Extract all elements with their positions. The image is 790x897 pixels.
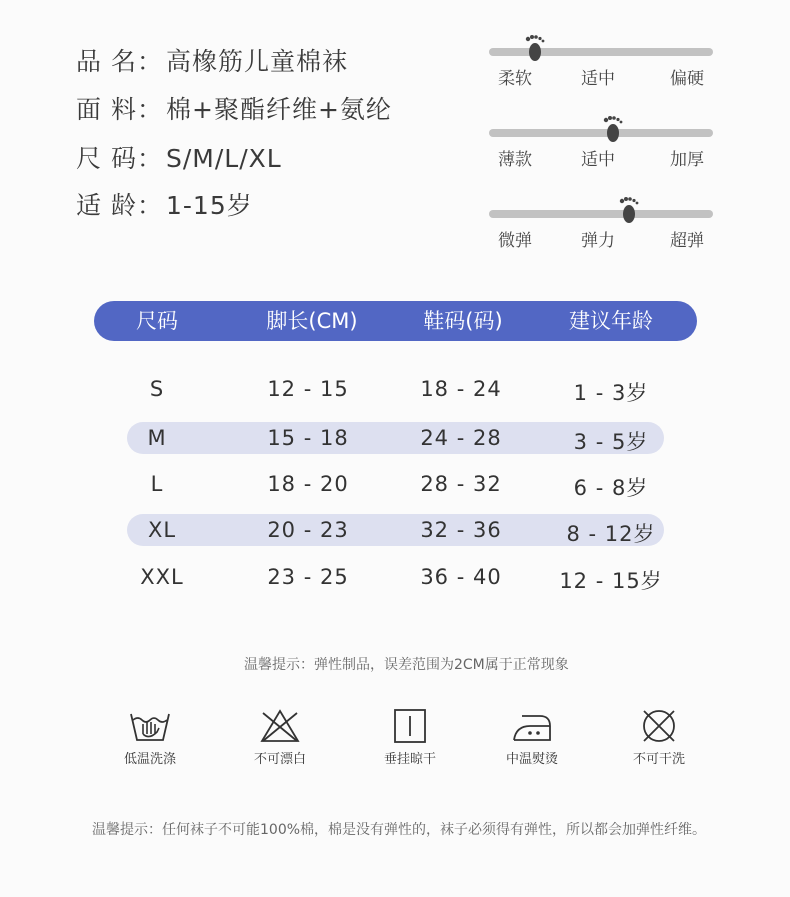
cell-size: XXL	[140, 565, 184, 589]
info-row-material	[76, 90, 392, 126]
hang-dry-icon	[388, 708, 432, 744]
medium-iron-icon	[510, 708, 554, 744]
no-bleach-icon	[258, 708, 302, 744]
slider-label-mid: 适中	[581, 69, 615, 89]
slider-label-left: 柔软	[498, 69, 532, 89]
cell-shoe-size: 36 - 40	[420, 565, 502, 589]
cell-age: 12 - 15岁	[559, 569, 663, 593]
care-label: 不可干洗	[632, 752, 685, 767]
care-item-no-bleach	[230, 708, 330, 767]
info-key: 适 龄：	[76, 191, 163, 220]
cell-foot-length: 12 - 15	[267, 377, 349, 401]
cell-foot-length: 15 - 18	[267, 426, 349, 450]
slider-label-right: 加厚	[670, 150, 704, 170]
cell-age: 6 - 8岁	[573, 476, 649, 500]
info-key: 尺 码：	[76, 144, 163, 173]
info-value: 高橡筋儿童棉袜	[166, 47, 349, 76]
cell-foot-length: 20 - 23	[267, 518, 349, 542]
care-item-hang-dry	[360, 708, 460, 767]
cell-size: M	[147, 426, 167, 450]
care-label: 不可漂白	[253, 752, 306, 767]
cell-size: XL	[147, 518, 177, 542]
foot-icon	[599, 115, 625, 143]
slider-label-right: 超弹	[670, 231, 704, 251]
care-label: 低温洗涤	[123, 752, 176, 767]
info-row-size	[76, 139, 282, 175]
low-temp-wash-icon	[128, 708, 172, 744]
care-label: 中温熨烫	[505, 752, 558, 767]
header-age: 建议年龄	[569, 309, 653, 333]
care-item-medium-iron	[482, 708, 582, 767]
cell-shoe-size: 24 - 28	[420, 426, 502, 450]
cell-age: 3 - 5岁	[573, 430, 649, 454]
slider-label-mid: 适中	[581, 150, 615, 170]
info-key: 品 名：	[76, 47, 163, 76]
cotton-elasticity-tip: 温馨提示：任何袜子不可能100%棉，棉是没有弹性的，袜子必须得有弹性，所以都会加弹性纤维。	[92, 822, 707, 838]
cell-age: 8 - 12岁	[566, 522, 656, 546]
header-size: 尺码	[136, 309, 178, 333]
cell-shoe-size: 32 - 36	[420, 518, 502, 542]
cell-shoe-size: 18 - 24	[420, 377, 502, 401]
elastic-tolerance-tip: 温馨提示：弹性制品，误差范围为2CM属于正常现象	[244, 657, 569, 673]
cell-foot-length: 18 - 20	[267, 472, 349, 496]
cell-size: S	[149, 377, 165, 401]
no-dry-clean-icon	[637, 708, 681, 744]
info-row-age	[76, 186, 253, 222]
slider-label-left: 微弹	[498, 231, 532, 251]
care-item-low-temp-wash	[100, 708, 200, 767]
info-value: S/M/L/XL	[166, 144, 282, 173]
header-foot-length: 脚长(CM)	[266, 309, 358, 333]
info-value: 棉+聚酯纤维+氨纶	[166, 95, 392, 124]
size-table-header	[94, 301, 697, 341]
care-label: 垂挂晾干	[383, 752, 436, 767]
info-value: 1-15岁	[166, 191, 253, 220]
slider-label-right: 偏硬	[670, 69, 704, 89]
cell-foot-length: 23 - 25	[267, 565, 349, 589]
slider-label-left: 薄款	[498, 150, 532, 170]
header-shoe-size: 鞋码(码)	[423, 309, 503, 333]
info-row-name	[76, 42, 348, 78]
slider-track	[489, 210, 713, 218]
cell-size: L	[150, 472, 164, 496]
care-item-no-dry-clean	[609, 708, 709, 767]
cell-shoe-size: 28 - 32	[420, 472, 502, 496]
cell-age: 1 - 3岁	[573, 381, 649, 405]
info-key: 面 料：	[76, 95, 163, 124]
foot-icon	[615, 196, 641, 224]
foot-icon	[521, 34, 547, 62]
slider-label-mid: 弹力	[581, 231, 615, 251]
